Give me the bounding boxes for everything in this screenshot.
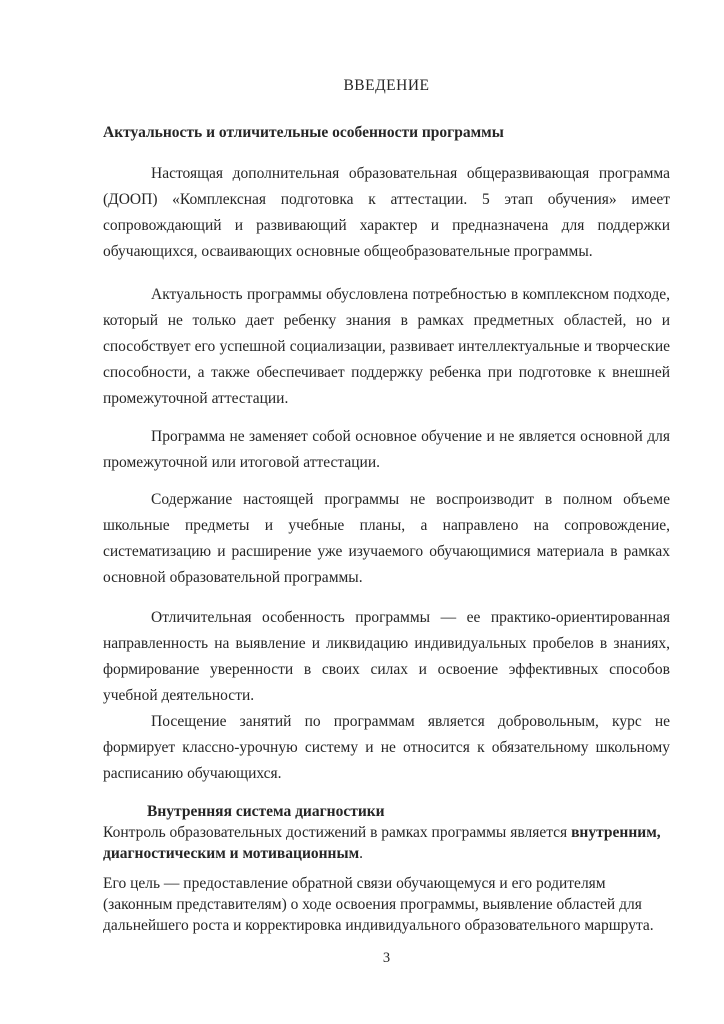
paragraph-distinctive-feature: Отличительная особенность программы — ее практико-ориентированная направленность на выявление и ликвидацию индивидуальных пробелов в знаниях, формирование уверенности в своих силах и освоение эффективных способов учебной деятельности. — [103, 609, 670, 704]
control-text-prefix: Контроль образовательных достижений в рамках программы является — [103, 824, 572, 841]
control-text-bold: внутренним, диагностическим и мотивационным — [103, 824, 661, 862]
section-heading-relevance: Актуальность и отличительные особенности программы — [103, 124, 504, 141]
section-heading-diagnostics: Внутренняя система диагностики — [147, 803, 385, 820]
document-content — [103, 72, 670, 936]
page-title: ВВЕДЕНИЕ — [343, 77, 430, 94]
control-text-suffix: . — [359, 845, 364, 862]
paragraph-content-scope: Содержание настоящей программы не воспроизводит в полном объеме школьные предметы и учебные планы, а направлено на сопровождение, систематизацию и расширение уже изучаемого обучающимися материала в рамках основной образовательной программы. — [103, 491, 670, 586]
paragraph-intro: Настоящая дополнительная образовательная общеразвивающая программа (ДООП) «Комплексная подготовка к аттестации. 5 этап обучения» имеет сопровождающий и развивающий характер и предназначена для поддержки обучающихся, осваивающих основные общеобразовательные программы. — [103, 165, 670, 260]
paragraph-goal: Его цель — предоставление обратной связи обучающемуся и его родителям (законным представителям) о ходе освоения программы, выявление областей для дальнейшего роста и корректировка индивидуального образовательного маршрута. — [103, 875, 654, 934]
paragraph-control — [103, 822, 670, 864]
paragraph-not-replacing: Программа не заменяет собой основное обучение и не является основной для промежуточной или итоговой аттестации. — [103, 428, 670, 471]
paragraph-attendance: Посещение занятий по программам является добровольным, курс не формирует классно-урочную систему и не относится к обязательному школьному расписанию обучающихся. — [103, 713, 670, 782]
paragraph-relevance: Актуальность программы обусловлена потребностью в комплексном подходе, который не только дает ребенку знания в рамках предметных областей, но и способствует его успешной социализации, развивает интеллектуальные и творческие способности, а также обеспечивает поддержку ребенка при подготовке к внешней промежуточной аттестации. — [103, 286, 670, 407]
page-number: 3 — [382, 950, 391, 966]
